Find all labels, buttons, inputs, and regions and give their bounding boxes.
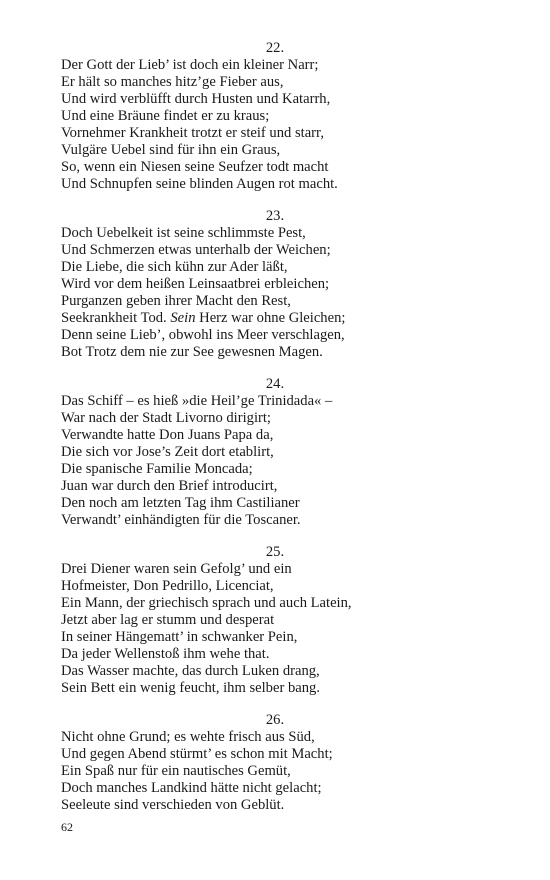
stanza-number: 25. bbox=[265, 544, 285, 560]
verse-line: Und Schnupfen seine blinden Augen rot macht. bbox=[61, 176, 338, 192]
stanza-number: 23. bbox=[265, 208, 285, 224]
stanza-24 bbox=[61, 376, 501, 529]
verse-line: Ein Spaß nur für ein nautisches Gemüt, bbox=[61, 763, 291, 779]
verse-line: Wird vor dem heißen Leinsaatbrei erbleichen; bbox=[61, 276, 330, 292]
verse-line: Und wird verblüfft durch Husten und Katarrh, bbox=[61, 91, 331, 107]
stanza-26 bbox=[61, 712, 501, 814]
verse-line: Denn seine Lieb’, obwohl ins Meer verschlagen, bbox=[61, 327, 345, 343]
verse-line: So, wenn ein Niesen seine Seufzer todt macht bbox=[61, 159, 329, 175]
stanza-number: 26. bbox=[265, 712, 285, 728]
verse-line: Und gegen Abend stürmt’ es schon mit Macht; bbox=[61, 746, 333, 762]
stanza-22 bbox=[61, 40, 501, 193]
verse-line: Und eine Bräune findet er zu kraus; bbox=[61, 108, 270, 124]
stanza-23 bbox=[61, 208, 501, 361]
verse-line: Drei Diener waren sein Gefolg’ und ein bbox=[61, 561, 292, 577]
verse-line: In seiner Hängematt’ in schwanker Pein, bbox=[61, 629, 298, 645]
verse-line: Verwandte hatte Don Juans Papa da, bbox=[61, 427, 274, 443]
page-content bbox=[61, 40, 501, 829]
verse-line: War nach der Stadt Livorno dirigirt; bbox=[61, 410, 271, 426]
verse-line: Die Liebe, die sich kühn zur Ader läßt, bbox=[61, 259, 288, 275]
emphasis: Sein bbox=[170, 310, 196, 326]
verse-line: Juan war durch den Brief introducirt, bbox=[61, 478, 278, 494]
verse-line: Da jeder Wellenstoß ihm wehe that. bbox=[61, 646, 270, 662]
verse-line: Doch Uebelkeit ist seine schlimmste Pest, bbox=[61, 225, 306, 241]
verse-line: Vornehmer Krankheit trotzt er steif und starr, bbox=[61, 125, 324, 141]
verse-line: Verwandt’ einhändigten für die Toscaner. bbox=[61, 512, 301, 528]
verse-line: Sein Bett ein wenig feucht, ihm selber bang. bbox=[61, 680, 320, 696]
verse-line: Doch manches Landkind hätte nicht gelacht; bbox=[61, 780, 322, 796]
verse-line: Seekrankheit Tod. Sein Herz war ohne Gleichen; bbox=[61, 310, 346, 326]
verse-line: Purganzen geben ihrer Macht den Rest, bbox=[61, 293, 291, 309]
verse-line: Seeleute sind verschieden von Geblüt. bbox=[61, 797, 285, 813]
verse-line: Er hält so manches hitz’ge Fieber aus, bbox=[61, 74, 284, 90]
verse-line: Das Schiff – es hieß »die Heil’ge Trinidada« – bbox=[61, 393, 333, 409]
verse-line: Die spanische Familie Moncada; bbox=[61, 461, 253, 477]
verse-line: Jetzt aber lag er stumm und desperat bbox=[61, 612, 275, 628]
page-number: 62 bbox=[61, 820, 73, 834]
stanza-number: 24. bbox=[265, 376, 285, 392]
verse-line: Und Schmerzen etwas unterhalb der Weichen; bbox=[61, 242, 331, 258]
verse-line: Die sich vor Jose’s Zeit dort etablirt, bbox=[61, 444, 274, 460]
verse-line: Nicht ohne Grund; es wehte frisch aus Süd, bbox=[61, 729, 315, 745]
verse-line: Hofmeister, Don Pedrillo, Licenciat, bbox=[61, 578, 274, 594]
stanza-25 bbox=[61, 544, 501, 697]
verse-line: Vulgäre Uebel sind für ihn ein Graus, bbox=[61, 142, 281, 158]
verse-line: Den noch am letzten Tag ihm Castilianer bbox=[61, 495, 300, 511]
verse-line: Das Wasser machte, das durch Luken drang, bbox=[61, 663, 320, 679]
verse-line: Der Gott der Lieb’ ist doch ein kleiner Narr; bbox=[61, 57, 319, 73]
verse-line: Ein Mann, der griechisch sprach und auch Latein, bbox=[61, 595, 352, 611]
stanza-number: 22. bbox=[265, 40, 285, 56]
verse-line: Bot Trotz dem nie zur See gewesnen Magen. bbox=[61, 344, 323, 360]
